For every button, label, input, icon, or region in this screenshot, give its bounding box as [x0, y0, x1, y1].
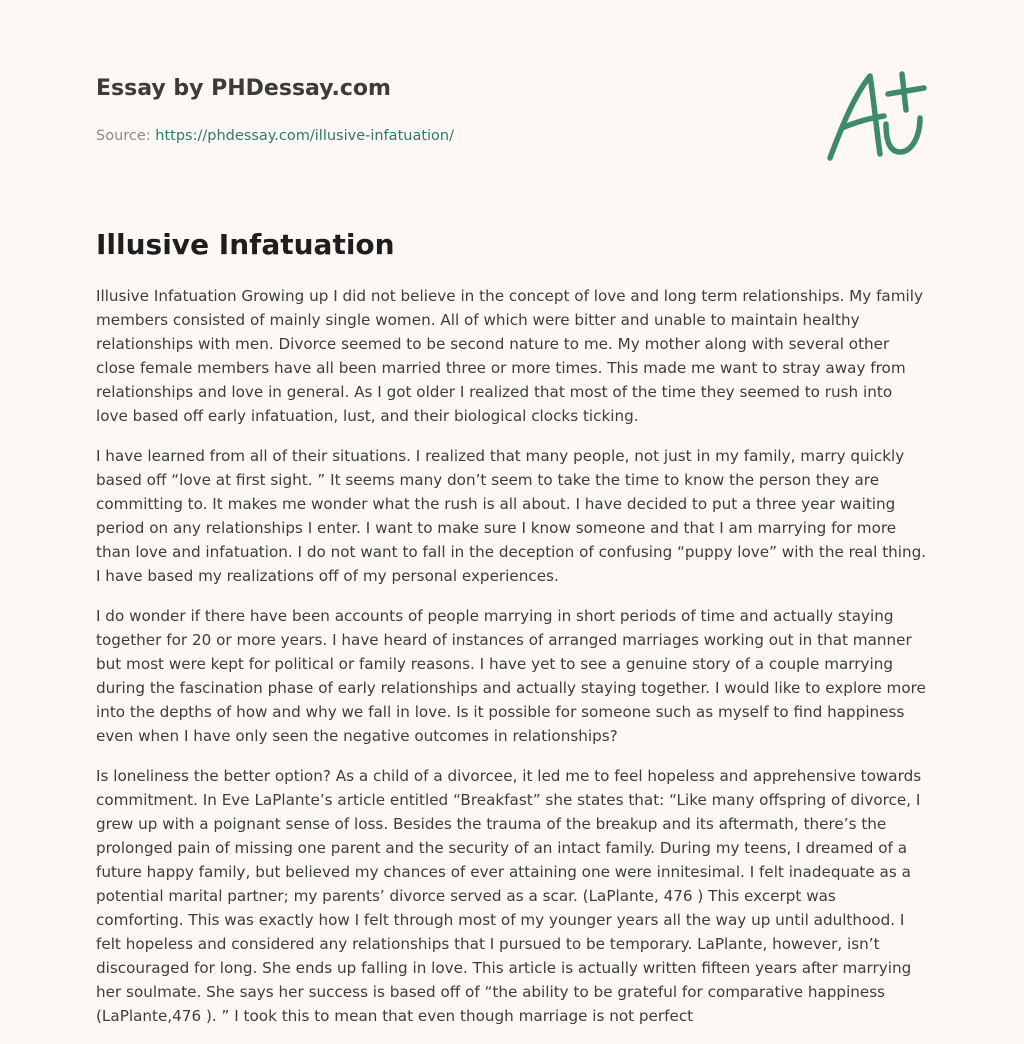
essay-paragraph: I do wonder if there have been accounts of people marrying in short periods of time and actually staying together for 20 or more years. I have heard of instances of arranged marriages working out in that manner but most were kept for political or family reasons. I have yet to see a genuine story of a couple marrying during the fascination phase of early relationships and actually staying together. I would like to explore more into the depths of how and why we fall in love. Is it possible for someone such as myself to find happiness even when I have only seen the negative outcomes in relationships? [96, 607, 926, 745]
essay-paragraph: I have learned from all of their situations. I realized that many people, not just in my family, marry quickly based off “love at first sight. ” It seems many don’t seem to take the time to know the person they are committing to. It makes me wonder what the rush is all about. I have decided to put a three year waiting period on any relationships I enter. I want to make sure I know someone and that I am marrying for more than love and infatuation. I do not want to fall in the deception of confusing “puppy love” with the real thing. I have based my realizations off of my personal experiences. [96, 447, 927, 585]
page-header [96, 74, 796, 146]
source-link[interactable]: https://phdessay.com/illusive-infatuation/ [155, 128, 454, 144]
source-label: Source: [96, 128, 156, 144]
a-plus-grade-icon [820, 66, 930, 166]
site-brand: Essay by PHDessay.com [96, 76, 391, 101]
essay-body [96, 284, 928, 1044]
essay-paragraph: Is loneliness the better option? As a child of a divorcee, it led me to feel hopeless and apprehensive towards commitment. In Eve LaPlante’s article entitled “Breakfast” she states that: “Like many offspring of divorce, I grew up with a poignant sense of loss. Besides the trauma of the breakup and its aftermath, there’s the prolonged pain of missing one parent and the security of an intact family. During my teens, I dreamed of a future happy family, but believed my chances of ever attaining one were innitesimal. I felt inadequate as a potential marital partner; my parents’ divorce served as a scar. (LaPlante, 476 ) This excerpt was comforting. This was exactly how I felt through most of my younger years all the way up until adulthood. I felt hopeless and considered any relationships that I pursued to be temporary. LaPlante, however, isn’t discouraged for long. She ends up falling in love. This article is actually written fifteen years after marrying her soulmate. She says her success is based off of “the ability to be grateful for comparative happiness (LaPlante,476 ). ” I took this to mean that even though marriage is not perfect [96, 767, 922, 1025]
essay-paragraph: Illusive Infatuation Growing up I did not believe in the concept of love and long term relationships. My family members consisted of mainly single women. All of which were bitter and unable to maintain healthy relationships with men. Divorce seemed to be second nature to me. My mother along with several other close female members have all been married three or more times. This made me want to stray away from relationships and love in general. As I got older I realized that most of the time they seemed to rush into love based off early infatuation, lust, and their biological clocks ticking. [96, 287, 923, 425]
essay-title: Illusive Infatuation [96, 228, 395, 261]
source-line [96, 126, 796, 146]
